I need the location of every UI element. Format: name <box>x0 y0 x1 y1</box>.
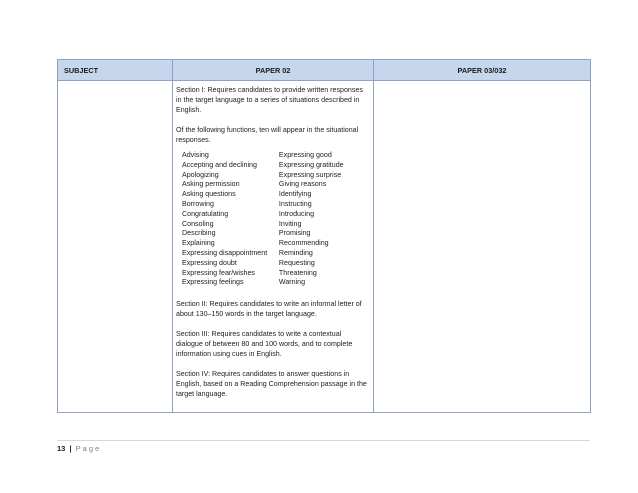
page-word: Page <box>75 444 102 453</box>
function-item: Inviting <box>278 219 302 228</box>
function-item: Expressing feelings <box>182 278 244 287</box>
function-item: Recommending <box>278 239 329 248</box>
function-item: Threatening <box>278 268 317 277</box>
functions-column-left <box>182 150 279 287</box>
function-item: Accepting and declining <box>182 160 257 169</box>
function-item: Asking permission <box>182 180 240 189</box>
function-item: Reminding <box>278 248 313 257</box>
header-subject: SUBJECT <box>58 60 173 81</box>
section-2-text: Section II: Requires candidates to write an informal letter of about 130–150 words in the target language. <box>176 300 362 319</box>
function-item: Requesting <box>278 258 315 267</box>
functions-list <box>182 145 369 287</box>
function-item: Instructing <box>278 199 312 208</box>
function-item: Warning <box>278 278 306 287</box>
function-item: Giving reasons <box>278 180 327 189</box>
function-item: Borrowing <box>182 199 214 208</box>
function-item: Describing <box>182 229 216 238</box>
section-3-text: Section III: Requires candidates to write a contextual dialogue of between 80 and 100 words, and to complete information using cues in English. <box>176 330 353 359</box>
function-item: Consoling <box>182 219 214 228</box>
table-header-row <box>58 60 591 81</box>
function-item: Expressing gratitude <box>278 160 344 169</box>
function-item: Advising <box>182 151 209 159</box>
function-item: Expressing fear/wishes <box>182 268 255 277</box>
paper-02-cell <box>173 81 374 413</box>
section-4-text: Section IV: Requires candidates to answer questions in English, based on a Reading Comprehension passage in the target language. <box>176 370 367 399</box>
function-item: Promising <box>278 229 311 238</box>
function-item: Identifying <box>278 190 312 199</box>
functions-column-right <box>279 150 369 287</box>
syllabus-table <box>57 59 591 413</box>
function-item: Apologizing <box>182 170 219 179</box>
function-item: Asking questions <box>182 190 236 199</box>
function-item: Expressing good <box>278 151 332 159</box>
function-item: Expressing surprise <box>278 170 342 179</box>
table-row <box>58 81 591 413</box>
function-item: Explaining <box>182 239 215 248</box>
page-number: 13 <box>57 444 66 453</box>
header-paper-03: PAPER 03/032 <box>374 60 591 81</box>
function-item: Expressing doubt <box>182 258 237 267</box>
page-separator: | <box>69 444 72 453</box>
paper-03-cell <box>374 81 591 413</box>
function-item: Congratulating <box>182 209 229 218</box>
functions-intro-text: Of the following functions, ten will appear in the situational responses. <box>176 126 359 144</box>
page-footer <box>57 440 590 453</box>
function-item: Expressing disappointment <box>182 248 268 257</box>
section-1-text: Section I: Requires candidates to provide written responses in the target language to a series of situations described in English. <box>176 86 363 114</box>
function-item: Introducing <box>278 209 315 218</box>
subject-cell <box>58 81 173 413</box>
header-paper-02: PAPER 02 <box>173 60 374 81</box>
